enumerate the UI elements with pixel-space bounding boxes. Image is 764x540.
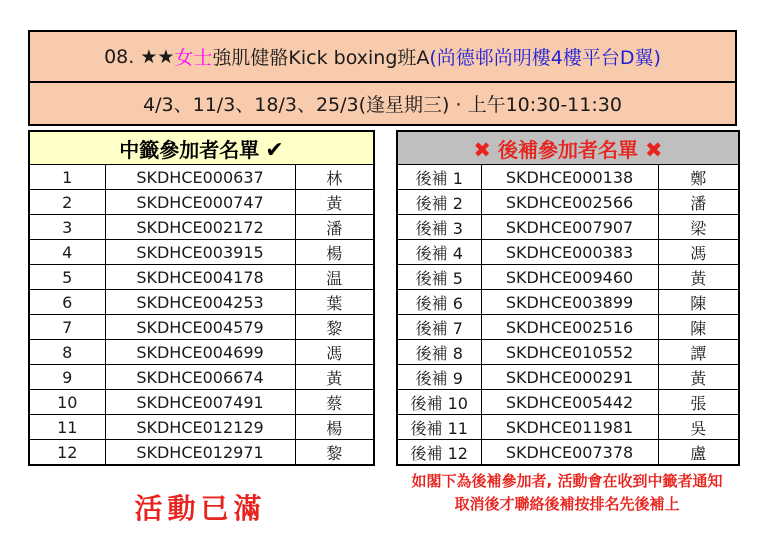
waitlist-name-cell: 馮 [658, 240, 739, 265]
winner-code-cell: SKDHCE000637 [105, 165, 295, 190]
waitlist-name-cell: 潘 [658, 190, 739, 215]
table-row [397, 165, 739, 190]
class-title-highlight: 女士 [174, 47, 213, 69]
class-banner [28, 30, 737, 126]
winners-header-label: 中籤參加者名單 [119, 137, 260, 162]
table-row [397, 240, 739, 265]
waitlist-code-cell: SKDHCE009460 [481, 265, 658, 290]
winner-rank-cell: 7 [29, 315, 105, 340]
winner-code-cell: SKDHCE006674 [105, 365, 295, 390]
waitlist-code-cell: SKDHCE005442 [481, 390, 658, 415]
table-row [29, 165, 374, 190]
winner-code-cell: SKDHCE004699 [105, 340, 295, 365]
winner-code-cell: SKDHCE004253 [105, 290, 295, 315]
table-row [29, 215, 374, 240]
winner-rank-cell: 3 [29, 215, 105, 240]
winner-rank-cell: 12 [29, 440, 105, 466]
winner-name-cell: 黃 [295, 190, 374, 215]
waitlist-rank-cell: 後補 10 [397, 390, 481, 415]
table-row [397, 340, 739, 365]
waitlist-note-line1: 如閣下為後補參加者, 活動會在收到中籤者通知 [411, 472, 723, 490]
waitlist-code-cell: SKDHCE007378 [481, 440, 658, 466]
x-icon: ✖ [473, 137, 491, 162]
waitlist-code-cell: SKDHCE007907 [481, 215, 658, 240]
waitlist-name-cell: 盧 [658, 440, 739, 466]
waitlist-body [397, 165, 739, 466]
winners-table [28, 130, 375, 466]
winner-rank-cell: 11 [29, 415, 105, 440]
waitlist-rank-cell: 後補 11 [397, 415, 481, 440]
winner-rank-cell: 9 [29, 365, 105, 390]
table-row [397, 415, 739, 440]
waitlist-table [396, 130, 740, 466]
waitlist-name-cell: 黃 [658, 365, 739, 390]
winner-name-cell: 楊 [295, 240, 374, 265]
class-schedule [30, 83, 735, 124]
winner-name-cell: 馮 [295, 340, 374, 365]
waitlist-code-cell: SKDHCE002566 [481, 190, 658, 215]
table-row [397, 265, 739, 290]
waitlist-code-cell: SKDHCE011981 [481, 415, 658, 440]
winners-header-row [29, 131, 374, 165]
winner-name-cell: 黎 [295, 440, 374, 466]
waitlist-name-cell: 鄭 [658, 165, 739, 190]
winner-name-cell: 黃 [295, 365, 374, 390]
winner-code-cell: SKDHCE004178 [105, 265, 295, 290]
waitlist-header-row [397, 131, 739, 165]
check-icon: ✔ [265, 137, 284, 163]
waitlist-name-cell: 張 [658, 390, 739, 415]
table-row [29, 390, 374, 415]
waitlist-code-cell: SKDHCE002516 [481, 315, 658, 340]
winner-name-cell: 林 [295, 165, 374, 190]
winner-name-cell: 葉 [295, 290, 374, 315]
winner-name-cell: 蔡 [295, 390, 374, 415]
winner-code-cell: SKDHCE002172 [105, 215, 295, 240]
winner-rank-cell: 6 [29, 290, 105, 315]
table-row [29, 440, 374, 466]
waitlist-code-cell: SKDHCE000383 [481, 240, 658, 265]
winner-name-cell: 温 [295, 265, 374, 290]
winner-code-cell: SKDHCE012971 [105, 440, 295, 466]
table-row [29, 340, 374, 365]
table-row [397, 290, 739, 315]
waitlist-code-cell: SKDHCE000138 [481, 165, 658, 190]
winners-header [29, 131, 374, 165]
winner-code-cell: SKDHCE007491 [105, 390, 295, 415]
table-row [397, 365, 739, 390]
waitlist-header-label: 後補參加者名單 [498, 137, 638, 162]
waitlist-code-cell: SKDHCE010552 [481, 340, 658, 365]
table-row [29, 265, 374, 290]
table-row [29, 315, 374, 340]
table-row [397, 215, 739, 240]
winner-code-cell: SKDHCE003915 [105, 240, 295, 265]
winner-name-cell: 潘 [295, 215, 374, 240]
table-row [397, 315, 739, 340]
class-schedule-text: 4/3、11/3、18/3、25/3(逢星期三) · 上午10:30-11:30 [143, 94, 622, 116]
table-row [29, 290, 374, 315]
table-row [29, 190, 374, 215]
waitlist-rank-cell: 後補 6 [397, 290, 481, 315]
waitlist-code-cell: SKDHCE000291 [481, 365, 658, 390]
winner-name-cell: 楊 [295, 415, 374, 440]
table-row [29, 415, 374, 440]
table-row [397, 190, 739, 215]
table-row [29, 365, 374, 390]
waitlist-name-cell: 陳 [658, 290, 739, 315]
winner-rank-cell: 5 [29, 265, 105, 290]
class-title-location: (尚德邨尚明樓4樓平台D翼) [429, 47, 661, 69]
winner-code-cell: SKDHCE012129 [105, 415, 295, 440]
waitlist-rank-cell: 後補 1 [397, 165, 481, 190]
waitlist-name-cell: 吳 [658, 415, 739, 440]
class-title-middle: 強肌健骼Kick boxing班A [212, 47, 430, 69]
table-row [397, 390, 739, 415]
waitlist-name-cell: 黃 [658, 265, 739, 290]
class-title [30, 32, 735, 83]
winner-rank-cell: 1 [29, 165, 105, 190]
x-icon: ✖ [645, 137, 663, 162]
winner-rank-cell: 10 [29, 390, 105, 415]
winner-code-cell: SKDHCE004579 [105, 315, 295, 340]
waitlist-name-cell: 陳 [658, 315, 739, 340]
activity-full-label: 活動已滿 [134, 492, 267, 525]
winner-rank-cell: 2 [29, 190, 105, 215]
waitlist-rank-cell: 後補 8 [397, 340, 481, 365]
waitlist-rank-cell: 後補 4 [397, 240, 481, 265]
winner-rank-cell: 8 [29, 340, 105, 365]
winner-rank-cell: 4 [29, 240, 105, 265]
waitlist-note-line2: 取消後才聯絡後補按排名先後補上 [454, 494, 680, 513]
class-title-prefix: 08. ★★ [104, 45, 175, 68]
waitlist-header [397, 131, 739, 165]
waitlist-rank-cell: 後補 9 [397, 365, 481, 390]
winners-body [29, 165, 374, 466]
winner-code-cell: SKDHCE000747 [105, 190, 295, 215]
waitlist-name-cell: 譚 [658, 340, 739, 365]
waitlist-note [380, 470, 754, 515]
waitlist-rank-cell: 後補 3 [397, 215, 481, 240]
table-row [29, 240, 374, 265]
waitlist-rank-cell: 後補 2 [397, 190, 481, 215]
winner-name-cell: 黎 [295, 315, 374, 340]
waitlist-rank-cell: 後補 12 [397, 440, 481, 466]
waitlist-code-cell: SKDHCE003899 [481, 290, 658, 315]
waitlist-name-cell: 梁 [658, 215, 739, 240]
waitlist-rank-cell: 後補 5 [397, 265, 481, 290]
waitlist-rank-cell: 後補 7 [397, 315, 481, 340]
table-row [397, 440, 739, 466]
